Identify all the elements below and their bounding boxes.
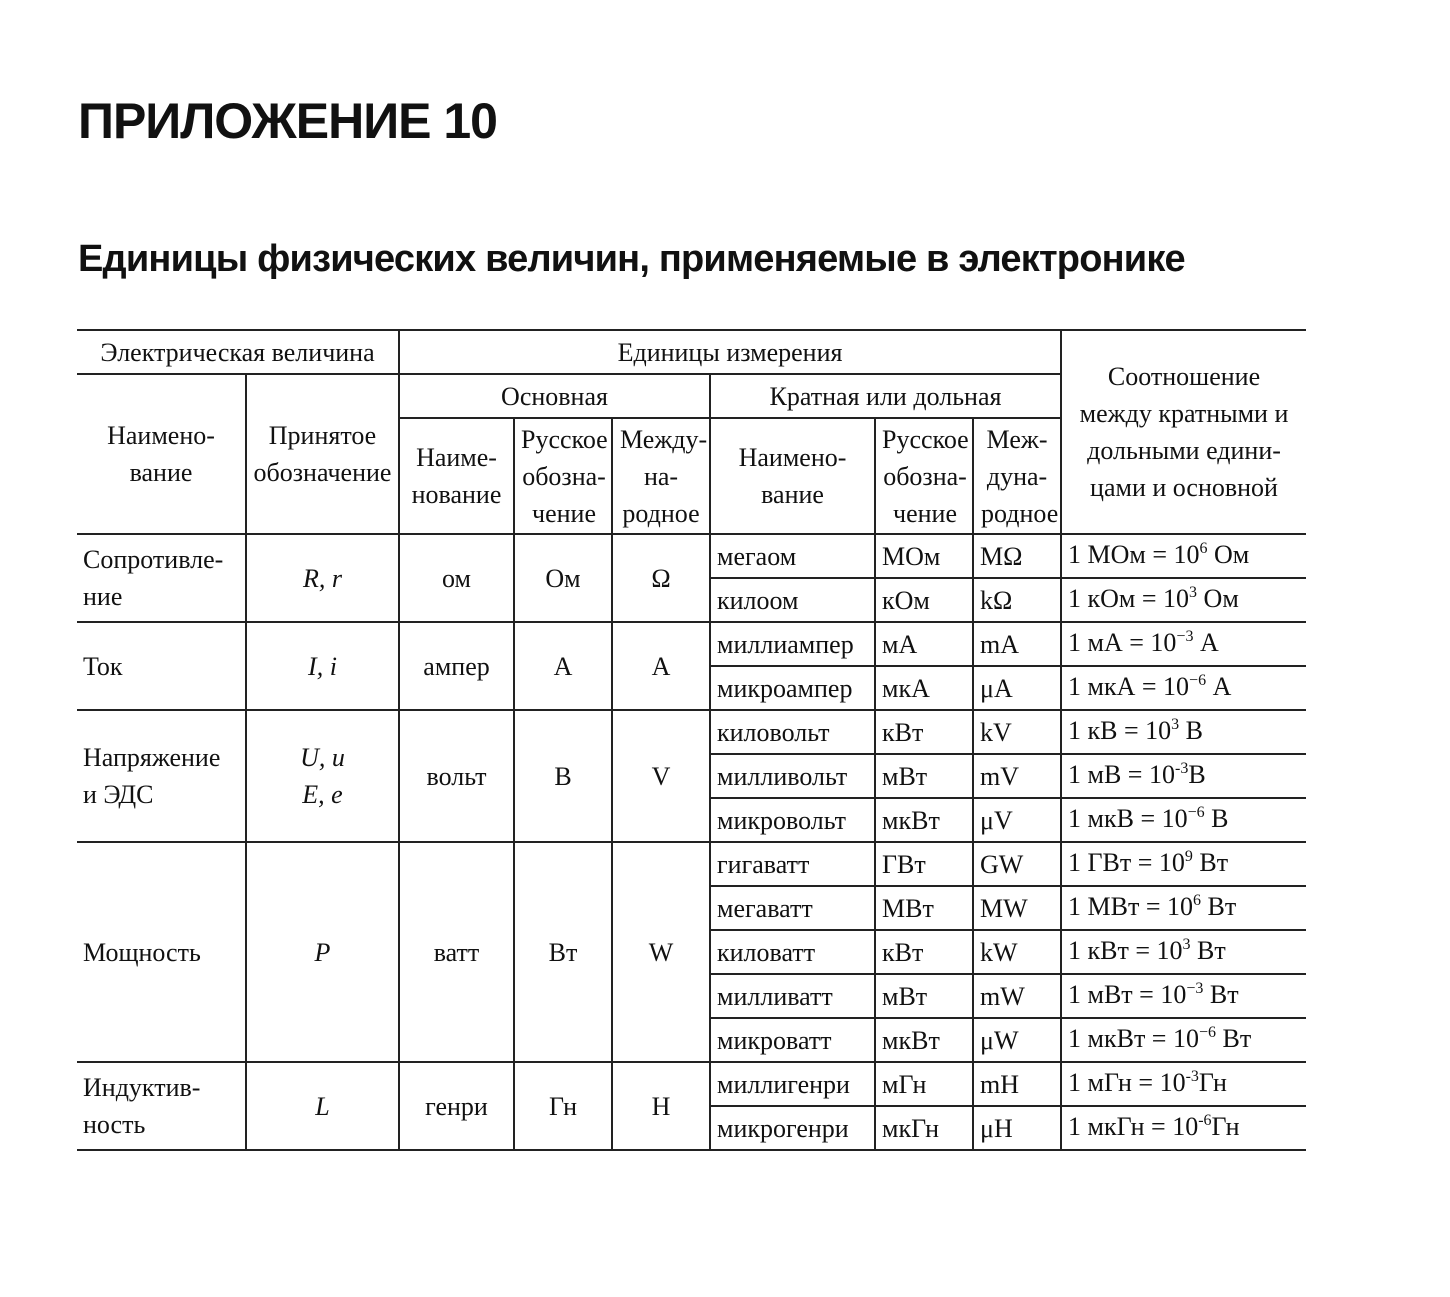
relation-left: 1 кВт = 10 bbox=[1068, 935, 1183, 965]
multiple-unit-ru: мкА bbox=[875, 666, 973, 710]
base-unit-name: ампер bbox=[399, 622, 514, 710]
relation-left: 1 МОм = 10 bbox=[1068, 539, 1200, 569]
header-accepted-symbol: Принятое обозначение bbox=[246, 374, 399, 534]
multiple-unit-intl: kV bbox=[973, 710, 1061, 754]
header-multiple-international: Меж-дуна-родное bbox=[973, 418, 1061, 534]
base-unit-ru: Ом bbox=[514, 534, 612, 622]
header-international: Между-на-родное bbox=[612, 418, 710, 534]
base-unit-name: ватт bbox=[399, 842, 514, 1062]
multiple-unit-intl: μH bbox=[973, 1106, 1061, 1150]
unit-relation bbox=[1061, 842, 1306, 886]
quantity-symbol bbox=[246, 842, 399, 1062]
header-name: Наимено-вание bbox=[77, 374, 246, 534]
multiple-unit-ru: мкВт bbox=[875, 1018, 973, 1062]
multiple-unit-name: мегаватт bbox=[710, 886, 875, 930]
multiple-unit-ru: мГн bbox=[875, 1062, 973, 1106]
multiple-unit-ru: мА bbox=[875, 622, 973, 666]
relation-left: 1 мкВ = 10 bbox=[1068, 803, 1188, 833]
relation-exponent: -3 bbox=[1174, 759, 1189, 777]
relation-left: 1 ГВт = 10 bbox=[1068, 847, 1185, 877]
quantity-symbol-text: L bbox=[315, 1091, 330, 1121]
relation-right: В bbox=[1188, 759, 1206, 789]
quantity-symbol-text: I, i bbox=[308, 651, 337, 681]
base-unit-name: генри bbox=[399, 1062, 514, 1150]
header-units-of-measure: Единицы измерения bbox=[399, 330, 1061, 374]
base-unit-ru: Гн bbox=[514, 1062, 612, 1150]
table-body bbox=[77, 330, 1306, 1150]
base-unit-intl: A bbox=[612, 622, 710, 710]
relation-right: Гн bbox=[1198, 1067, 1227, 1097]
relation-right: Вт bbox=[1216, 1023, 1252, 1053]
multiple-unit-name: килоом bbox=[710, 578, 875, 622]
unit-relation bbox=[1061, 622, 1306, 666]
header-base-name: Наиме-нование bbox=[399, 418, 514, 534]
multiple-unit-intl: MΩ bbox=[973, 534, 1061, 578]
quantity-symbol-text: P bbox=[314, 937, 331, 967]
relation-exponent: −6 bbox=[1189, 671, 1207, 689]
base-unit-ru: Вт bbox=[514, 842, 612, 1062]
relation-right: А bbox=[1193, 627, 1219, 657]
multiple-unit-intl: mH bbox=[973, 1062, 1061, 1106]
base-unit-name: ом bbox=[399, 534, 514, 622]
multiple-unit-intl: mV bbox=[973, 754, 1061, 798]
base-unit-intl: Ω bbox=[612, 534, 710, 622]
multiple-unit-name: милливатт bbox=[710, 974, 875, 1018]
quantity-name-text: Сопротивле-ние bbox=[83, 545, 224, 611]
base-unit-intl: H bbox=[612, 1062, 710, 1150]
relation-left: 1 мВт = 10 bbox=[1068, 979, 1187, 1009]
quantity-name bbox=[77, 534, 246, 622]
header-multiple-name: Наимено-вание bbox=[710, 418, 875, 534]
relation-left: 1 кВ = 10 bbox=[1068, 715, 1172, 745]
multiple-unit-intl: mA bbox=[973, 622, 1061, 666]
multiple-unit-ru: МВт bbox=[875, 886, 973, 930]
header-russian-symbol: Русское обозна-чение bbox=[514, 418, 612, 534]
base-unit-intl: V bbox=[612, 710, 710, 842]
relation-right: В bbox=[1204, 803, 1229, 833]
relation-right: Вт bbox=[1203, 979, 1239, 1009]
multiple-unit-name: микроампер bbox=[710, 666, 875, 710]
multiple-unit-name: киловатт bbox=[710, 930, 875, 974]
base-unit-intl: W bbox=[612, 842, 710, 1062]
multiple-unit-name: микровольт bbox=[710, 798, 875, 842]
relation-right: А bbox=[1206, 671, 1232, 701]
quantity-symbol bbox=[246, 1062, 399, 1150]
relation-right: Ом bbox=[1197, 583, 1239, 613]
quantity-name bbox=[77, 1062, 246, 1150]
unit-relation bbox=[1061, 754, 1306, 798]
multiple-unit-ru: ГВт bbox=[875, 842, 973, 886]
relation-exponent: −6 bbox=[1198, 1023, 1216, 1041]
relation-exponent: −3 bbox=[1186, 979, 1204, 997]
relation-left: 1 кОм = 10 bbox=[1068, 583, 1190, 613]
relation-right: Ом bbox=[1207, 539, 1250, 569]
base-unit-ru: В bbox=[514, 710, 612, 842]
relation-exponent: 3 bbox=[1189, 583, 1198, 601]
multiple-unit-name: микроватт bbox=[710, 1018, 875, 1062]
relation-exponent: 3 bbox=[1182, 935, 1191, 953]
base-unit-ru: А bbox=[514, 622, 612, 710]
multiple-unit-intl: μV bbox=[973, 798, 1061, 842]
multiple-unit-ru: МОм bbox=[875, 534, 973, 578]
unit-relation bbox=[1061, 710, 1306, 754]
relation-exponent: −3 bbox=[1176, 627, 1194, 645]
quantity-symbol bbox=[246, 622, 399, 710]
relation-exponent: 9 bbox=[1184, 847, 1193, 865]
table-row bbox=[77, 534, 1306, 578]
relation-right: Вт bbox=[1201, 891, 1237, 921]
relation-right: Вт bbox=[1192, 847, 1229, 877]
header-row-1 bbox=[77, 330, 1306, 374]
multiple-unit-intl: μW bbox=[973, 1018, 1061, 1062]
table-row bbox=[77, 710, 1306, 754]
multiple-unit-intl: GW bbox=[973, 842, 1061, 886]
relation-left: 1 мкА = 10 bbox=[1068, 671, 1190, 701]
header-multiple-or-sub: Кратная или дольная bbox=[710, 374, 1061, 418]
multiple-unit-intl: kW bbox=[973, 930, 1061, 974]
unit-relation bbox=[1061, 974, 1306, 1018]
relation-left: 1 мГн = 10 bbox=[1068, 1067, 1186, 1097]
quantity-name-text: Мощность bbox=[83, 937, 201, 967]
header-electrical-quantity: Электрическая величина bbox=[77, 330, 399, 374]
multiple-unit-intl: kΩ bbox=[973, 578, 1061, 622]
unit-relation bbox=[1061, 1106, 1306, 1150]
multiple-unit-name: мегаом bbox=[710, 534, 875, 578]
unit-relation bbox=[1061, 1062, 1306, 1106]
relation-exponent: -3 bbox=[1185, 1067, 1199, 1085]
multiple-unit-name: миллигенри bbox=[710, 1062, 875, 1106]
quantity-name bbox=[77, 710, 246, 842]
multiple-unit-ru: кВт bbox=[875, 710, 973, 754]
relation-right: Вт bbox=[1190, 935, 1226, 965]
relation-exponent: 3 bbox=[1171, 715, 1180, 733]
header-ratio: Соотношение между кратными и дольными едини-цами и основной bbox=[1061, 330, 1306, 534]
appendix-title: ПРИЛОЖЕНИЕ 10 bbox=[78, 93, 497, 149]
unit-relation bbox=[1061, 578, 1306, 622]
unit-relation bbox=[1061, 1018, 1306, 1062]
relation-left: 1 мВ = 10 bbox=[1068, 759, 1175, 789]
quantity-name bbox=[77, 622, 246, 710]
relation-left: 1 мкВт = 10 bbox=[1068, 1023, 1199, 1053]
quantity-name bbox=[77, 842, 246, 1062]
header-base: Основная bbox=[399, 374, 710, 418]
relation-exponent: −6 bbox=[1187, 803, 1205, 821]
quantity-symbol-text: R, r bbox=[303, 563, 342, 593]
multiple-unit-name: киловольт bbox=[710, 710, 875, 754]
relation-left: 1 МВт = 10 bbox=[1068, 891, 1194, 921]
quantity-name-text: Ток bbox=[83, 651, 123, 681]
relation-left: 1 мкГн = 10 bbox=[1068, 1111, 1199, 1141]
multiple-unit-name: гигаватт bbox=[710, 842, 875, 886]
base-unit-name: вольт bbox=[399, 710, 514, 842]
table-row bbox=[77, 842, 1306, 886]
quantity-symbol bbox=[246, 534, 399, 622]
multiple-unit-ru: мкВт bbox=[875, 798, 973, 842]
unit-relation bbox=[1061, 798, 1306, 842]
quantity-symbol-text: U, u E, e bbox=[300, 743, 345, 809]
unit-relation bbox=[1061, 666, 1306, 710]
multiple-unit-name: миллиампер bbox=[710, 622, 875, 666]
quantity-name-text: Напряжение и ЭДС bbox=[83, 743, 221, 809]
multiple-unit-ru: кОм bbox=[875, 578, 973, 622]
relation-left: 1 мА = 10 bbox=[1068, 627, 1177, 657]
header-multiple-russian: Русское обозна-чение bbox=[875, 418, 973, 534]
section-title: Единицы физических величин, применяемые в электронике bbox=[78, 238, 1185, 280]
relation-exponent: 6 bbox=[1199, 539, 1208, 557]
unit-relation bbox=[1061, 886, 1306, 930]
multiple-unit-name: милливольт bbox=[710, 754, 875, 798]
multiple-unit-ru: мВт bbox=[875, 974, 973, 1018]
multiple-unit-intl: μA bbox=[973, 666, 1061, 710]
units-table bbox=[77, 329, 1306, 1151]
multiple-unit-name: микрогенри bbox=[710, 1106, 875, 1150]
relation-exponent: -6 bbox=[1198, 1111, 1212, 1129]
table-row bbox=[77, 622, 1306, 666]
multiple-unit-ru: мВт bbox=[875, 754, 973, 798]
quantity-name-text: Индуктив-ность bbox=[83, 1073, 201, 1139]
table-row bbox=[77, 1062, 1306, 1106]
relation-exponent: 6 bbox=[1193, 891, 1202, 909]
multiple-unit-intl: MW bbox=[973, 886, 1061, 930]
quantity-symbol bbox=[246, 710, 399, 842]
unit-relation bbox=[1061, 930, 1306, 974]
relation-right: В bbox=[1179, 715, 1203, 745]
relation-right: Гн bbox=[1211, 1111, 1240, 1141]
multiple-unit-ru: кВт bbox=[875, 930, 973, 974]
multiple-unit-intl: mW bbox=[973, 974, 1061, 1018]
unit-relation bbox=[1061, 534, 1306, 578]
multiple-unit-ru: мкГн bbox=[875, 1106, 973, 1150]
